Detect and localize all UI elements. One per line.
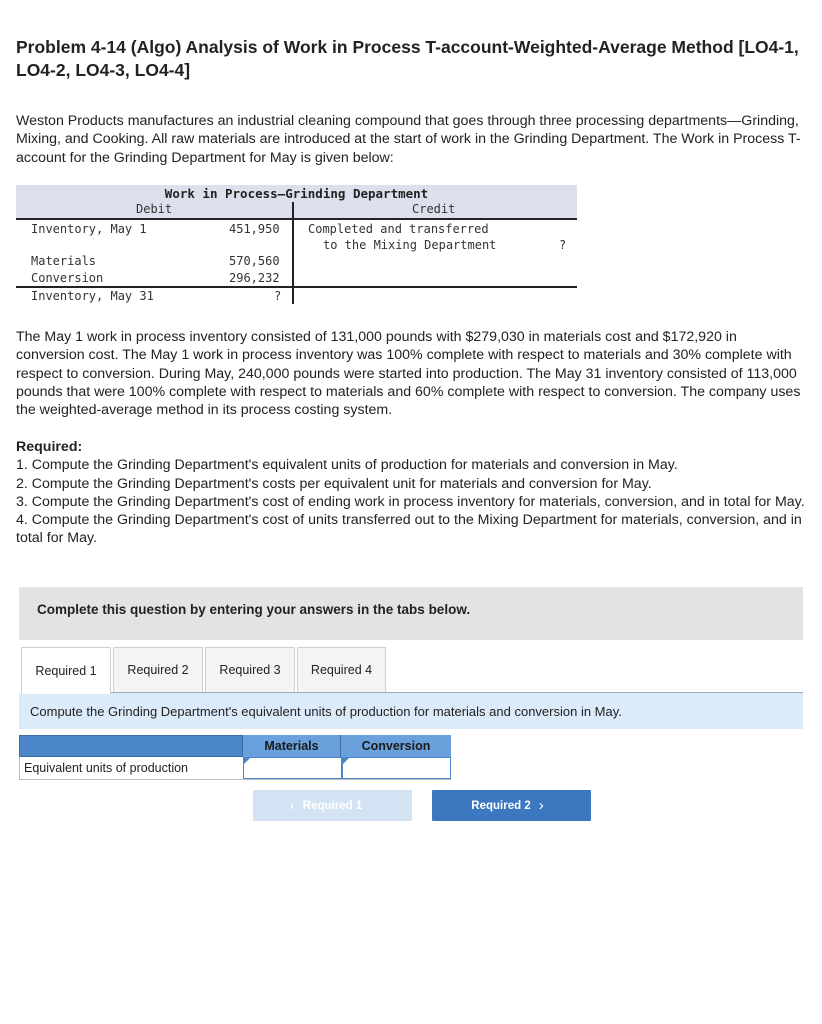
tab-instruction-text: Compute the Grinding Department's equivalent units of production for materials and conversion in May. — [30, 704, 622, 719]
intro-paragraph: Weston Products manufactures an industrial cleaning compound that goes through three processing departments—Grinding, Mixing, and Cooking. All raw materials are introduced at the start of work in the Grinding Department. The Work in Process T-account for the Grinding Department for May is given below: — [16, 113, 801, 166]
banner-text: Complete this question by entering your answers in the tabs below. — [37, 602, 471, 617]
materials-value: 570,560 — [229, 254, 280, 268]
t-account-divider — [292, 202, 294, 304]
next-tab-label: Required 2 — [471, 799, 531, 812]
required-item-2: 2. Compute the Grinding Department's costs per equivalent unit for materials and conversion for May. — [16, 475, 652, 492]
problem-title: Problem 4-14 (Algo) Analysis of Work in Process T-account-Weighted-Average Method [LO4-1, LO4-2, LO4-3, LO4-4] — [16, 37, 799, 80]
conversion-value: 296,232 — [229, 271, 280, 285]
credit-value: ? — [559, 238, 567, 252]
tab-instruction — [19, 693, 803, 729]
t-account-title: Work in Process—Grinding Department — [164, 186, 429, 201]
previous-tab-button[interactable] — [253, 790, 412, 821]
required-heading: Required: — [16, 439, 83, 455]
required-section — [16, 438, 806, 548]
debit-label: Debit — [136, 202, 173, 216]
credit-label: Credit — [412, 202, 456, 216]
previous-tab-label: Required 1 — [302, 799, 363, 812]
credit-line-1: Completed and transferred — [308, 222, 489, 236]
t-account-top-rule — [16, 218, 577, 220]
table-row — [19, 757, 451, 780]
materials-equivalent-units-input[interactable] — [243, 757, 342, 779]
inventory-may1-value: 451,950 — [229, 222, 280, 236]
tab-required-1[interactable]: Required 1 — [21, 647, 111, 694]
inventory-may1-label: Inventory, May 1 — [31, 222, 147, 236]
required-item-1: 1. Compute the Grinding Department's equivalent units of production for materials and conversion in May. — [16, 457, 678, 474]
required-item-4: 4. Compute the Grinding Department's cost of units transferred out to the Mixing Department for materials, conversion, and in total for May. — [16, 512, 802, 547]
credit-line-2: to the Mixing Department — [323, 238, 497, 252]
chevron-right-icon: › — [538, 797, 544, 814]
t-account — [16, 185, 577, 305]
tab-required-4[interactable]: Required 4 — [297, 647, 386, 692]
chevron-left-icon: ‹ — [289, 797, 295, 814]
conversion-column-header: Conversion — [341, 735, 451, 757]
equivalent-units-label: Equivalent units of production — [24, 761, 188, 775]
details-paragraph: The May 1 work in process inventory consisted of 131,000 pounds with $279,030 in materials cost and $172,920 in conversion cost. The May 1 work in process inventory was 100% complete with respect to materials and 30% complete with respect to conversion. During May, 240,000 pounds were started into production. The May 31 inventory consisted of 113,000 pounds that were 100% complete with respect to materials and 60% complete with respect to conversion. The company uses the weighted-average method in its process costing system. — [16, 329, 801, 419]
next-tab-button[interactable] — [432, 790, 591, 821]
tab-required-2[interactable]: Required 2 — [113, 647, 203, 692]
required-item-3: 3. Compute the Grinding Department's cost of ending work in process inventory for materials, conversion, and in total for May. — [16, 493, 805, 510]
materials-label: Materials — [31, 254, 97, 268]
materials-column-header: Materials — [242, 735, 341, 757]
instructions-banner — [19, 587, 803, 640]
tab-required-3[interactable]: Required 3 — [205, 647, 295, 692]
conversion-label: Conversion — [31, 271, 104, 285]
inventory-may31-label: Inventory, May 31 — [31, 289, 154, 303]
inventory-may31-value: ? — [274, 289, 282, 303]
t-account-bottom-rule — [16, 286, 577, 288]
conversion-equivalent-units-input[interactable] — [342, 757, 451, 779]
